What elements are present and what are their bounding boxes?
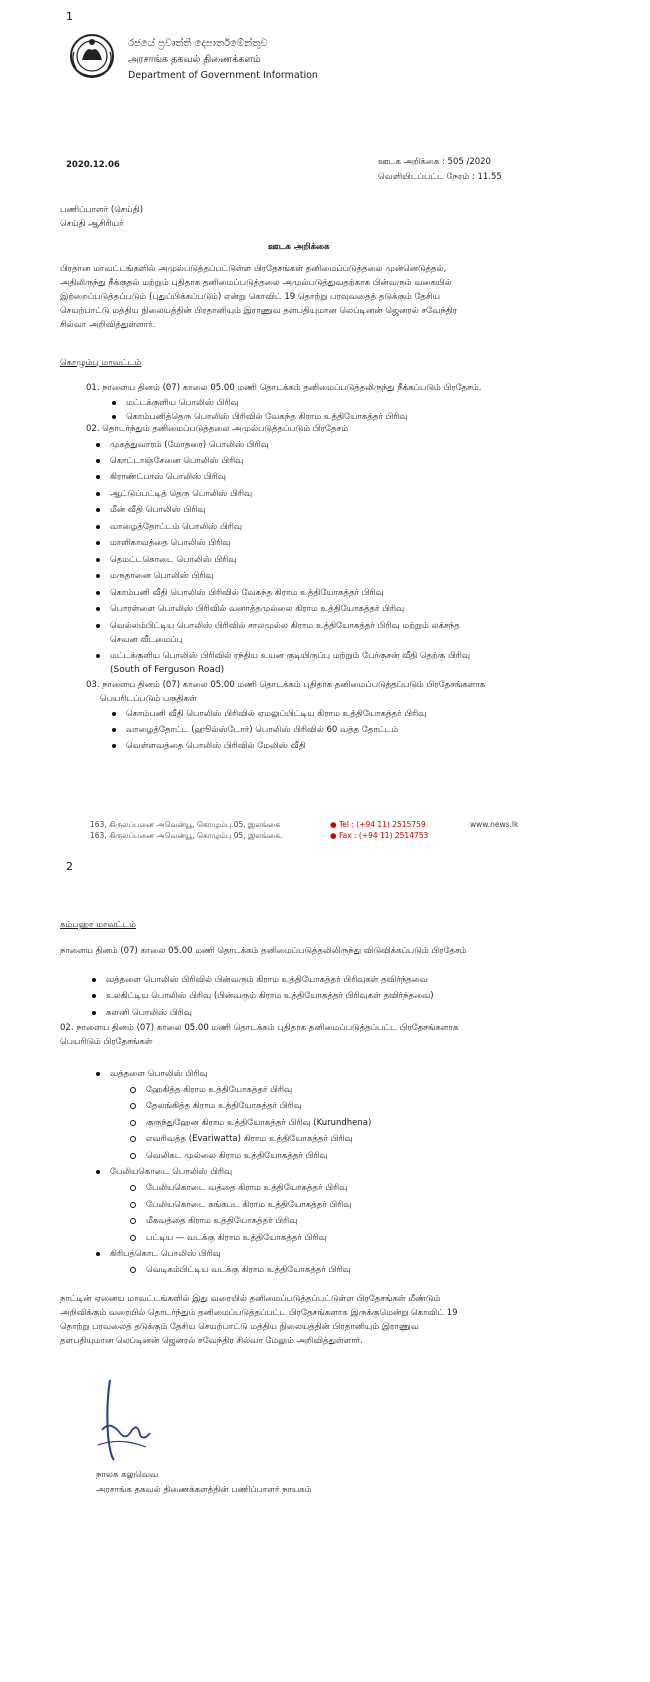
fax-icon: ●	[330, 831, 339, 840]
group-heading: கிரிபத்கொட பொலிஸ் பிரிவு	[96, 1248, 221, 1260]
list-item: மீன் வீதி பொலிஸ் பிரிவு	[96, 504, 206, 516]
bullet-icon	[112, 744, 116, 748]
list-item: வத்தளை பொலிஸ் பிரிவில் பின்வரும் கிராம உத்தியோகத்தர் பிரிவுகள் தவிர்ந்தவை	[92, 974, 428, 986]
bullet-icon	[96, 443, 100, 447]
bullet-icon	[96, 654, 100, 658]
circle-bullet-icon	[130, 1087, 136, 1093]
list-item: கொம்பனி வீதி பொலிஸ் பிரிவில் வேகந்த கிராம உத்தியோகத்தர் பிரிவு	[96, 587, 384, 599]
circle-bullet-icon	[130, 1153, 136, 1159]
list-item: கிராண்ட்பாஸ் பொலிஸ் பிரிவு	[96, 471, 226, 483]
list-item: களனி பொலிஸ் பிரிவு	[92, 1007, 192, 1019]
header-sinhala: රජයේ ප්‍රවෘත්ති දෙපාර්තමේන්තුව	[128, 38, 268, 49]
item-02-heading: 02. நாளைய தினம் (07) காலை 05.00 மணி தொடக்கம் புதிதாக தனிமைப்படுத்தப்பட்ட பிரதேசங்களாக	[60, 1023, 459, 1033]
list-item: மட்டக்குளிய பொலிஸ் பிரிவில் ரந்திய உயன குடியிருப்பு மற்றும் பேர்குசன் வீதி தெற்கு பிரிவு	[96, 650, 470, 662]
bullet-icon	[96, 1170, 100, 1174]
footer-fax: ● Fax : (+94 11) 2514753	[330, 831, 429, 840]
phone-icon: ●	[330, 820, 339, 829]
bullet-icon	[92, 978, 96, 982]
intro-line: பிரதான மாவட்டங்களில் அமுல்படுத்தப்பட்டுள்ள பிரதேசங்கள் தனிமைப்படுத்தலை முன்னெடுத்தல்,	[60, 264, 447, 274]
closing-line: தொற்று பரவலைத் தடுக்கும் தேசிய செயற்பாட்டு மத்திய நிலையத்தின் பிரதானியும் இராணுவ	[60, 1322, 419, 1332]
bullet-icon	[96, 591, 100, 595]
release-time: வெளியிடப்பட்ட நேரம் : 11.55	[378, 172, 502, 182]
signer-title: அரசாங்க தகவல் திணைக்களத்தின் பணிப்பாளர் நாயகம்	[96, 1485, 312, 1495]
sub-list-item: பட்டிய — வடக்கு கிராம உத்தியோகத்தர் பிரிவு	[130, 1232, 327, 1244]
lead-line: நாளைய தினம் (07) காலை 05.00 மணி தொடக்கம் தனிமைப்படுத்தலிலிருந்து விடுவிக்கப்படும் பிரதேசம்	[60, 946, 467, 956]
bullet-icon	[92, 1011, 96, 1015]
circle-bullet-icon	[130, 1103, 136, 1109]
recipient-line-2: செய்தி ஆசிரியர்	[60, 219, 124, 229]
page-number: 2	[66, 860, 73, 873]
bullet-icon	[96, 492, 100, 496]
list-item: வெள்ளவத்தை பொலிஸ் பிரிவில் மேலிஸ் வீதி	[112, 740, 306, 752]
bullet-icon	[112, 712, 116, 716]
bullet-icon	[96, 525, 100, 529]
bullet-icon	[96, 1072, 100, 1076]
bullet-icon	[112, 401, 116, 405]
list-item: பொரள்ளை பொலிஸ் பிரிவில் வனாத்தமுல்லை கிராம உத்தியோகத்தர் பிரிவு	[96, 603, 404, 615]
circle-bullet-icon	[130, 1267, 136, 1273]
bullet-icon	[96, 475, 100, 479]
document-page-2	[0, 850, 650, 1682]
list-item: வெல்லம்பிட்டிய பொலிஸ் பிரிவில் சாலமுல்ல கிராம உத்தியோகத்தர் பிரிவு மற்றும் லக்சந்த	[96, 620, 460, 632]
sub-list-item: எவரிவத்த (Evariwatta) கிராம உத்தியோகத்தர் பிரிவு	[130, 1133, 353, 1145]
sub-list-item: குருந்துஹேன கிராம உத்தியோகத்தர் பிரிவு (Kurundhena)	[130, 1117, 371, 1129]
intro-line: அதிலிருந்து நீக்குதல் மற்றும் புதிதாக தனிமைப்படுத்தலை அமுல்படுத்துவதற்காக பின்வரும் வகையில்	[60, 278, 452, 288]
list-item: தெமட்டகொடை பொலிஸ் பிரிவு	[96, 554, 236, 566]
list-item: ஆட்டுப்பட்டித் தெரு பொலிஸ் பிரிவு	[96, 488, 252, 500]
sub-list-item: மீகவத்தை கிராம உத்தியோகத்தர் பிரிவு	[130, 1215, 297, 1227]
sub-list-item: ஹேகித்த கிராம உத்தியோகத்தர் பிரிவு	[130, 1084, 292, 1096]
bullet-icon	[96, 624, 100, 628]
list-item: வாழைத்தோட்டம் பொலிஸ் பிரிவு	[96, 521, 242, 533]
list-item: வாழைத்தோட்ட (ஹூல்ஸ்டோர்) பொலிஸ் பிரிவில் 60 வத்த தோட்டம்	[112, 724, 398, 736]
list-item: முகத்துவாரம் (மோதரை) பொலிஸ் பிரிவு	[96, 439, 269, 451]
intro-line: செயற்பாட்டு மத்திய நிலையத்தின் பிரதானியும் இராணுவ தளபதியுமான லெப்டினன் ஜெனரல் சவேந்திர	[60, 306, 458, 316]
bullet-icon	[96, 558, 100, 562]
list-item: கொம்பனி வீதி பொலிஸ் பிரிவில் ஏமலுப்பிட்டிய கிராம உத்தியோகத்தர் பிரிவு	[112, 708, 426, 720]
release-number: ஊடக அறிக்கை : 505 /2020	[378, 157, 491, 167]
sub-list-item: தேலங்கித்த கிராம உத்தியோகத்தர் பிரிவு	[130, 1100, 302, 1112]
signer-name: நாலக கலுவெவ	[96, 1470, 159, 1480]
item-02-heading: 02. தொடர்ந்தும் தனிமைப்படுத்தலை அமுல்படுத்தப்படும் பிரதேசம்	[86, 424, 349, 434]
recipient-line-1: பணிப்பாளர் (செய்தி)	[60, 205, 144, 215]
closing-line: தளபதியுமான லெப்டினன் ஜெனரல் சவேந்திர சில்வா மேலும் அறிவித்துள்ளார்.	[60, 1336, 363, 1346]
group-heading: பேலியகொடை பொலிஸ் பிரிவு	[96, 1166, 232, 1178]
document-title: ஊடக அறிக்கை	[268, 242, 330, 252]
sub-list-item: வெடிகம்பிட்டிய வடக்கு கிராம உத்தியோகத்தர் பிரிவு	[130, 1264, 351, 1276]
header-tamil: அரசாங்க தகவல் திணைக்களம்	[128, 54, 261, 65]
header-english: Department of Government Information	[128, 70, 318, 81]
sub-list-item: பேலியகொடை வத்தை கிராம உத்தியோகத்தர் பிரிவு	[130, 1182, 347, 1194]
item-03-heading: 03. நாளைய தினம் (07) காலை 05.00 மணி தொடக்கம் புதிதாக தனிமைப்படுத்தப்படும் பிரதேசங்களாக	[86, 680, 486, 690]
release-date: 2020.12.06	[66, 160, 120, 170]
sri-lanka-emblem-icon	[68, 30, 116, 82]
item-01-heading: 01. நாளைய தினம் (07) காலை 05.00 மணி தொடக்கம் தனிமைப்படுத்தலிருந்து நீக்கப்படும் பிரதேசம்.	[86, 383, 482, 393]
closing-line: நாட்டின் ஏனைய மாவட்டங்களில் இது வரையில் தனிமைப்படுத்தப்பட்டுள்ள பிரதேசங்கள் மீண்டும்	[60, 1294, 441, 1304]
bullet-icon	[96, 607, 100, 611]
list-item-continuation: (South of Ferguson Road)	[110, 665, 225, 675]
closing-line: அறிவிக்கும் வரையில் தொடர்ந்தும் தனிமைப்படுத்தப்பட்ட பிரதேசங்களாக இருக்குமென்று கொவிட் 19	[60, 1308, 458, 1318]
item-02-heading-cont: பெயரிடும் பிரதேசங்கள்	[60, 1037, 153, 1047]
circle-bullet-icon	[130, 1120, 136, 1126]
list-item-continuation: செவன வீடமைப்பு	[110, 635, 183, 645]
page-number: 1	[66, 10, 73, 23]
list-item: உலகிட்டிய பொலிஸ் பிரிவு (பின்வரும் கிராம உத்தியோகத்தர் பிரிவுகள் தவிர்ந்தவை)	[92, 990, 434, 1002]
bullet-icon	[112, 415, 116, 419]
bullet-icon	[96, 574, 100, 578]
footer-telephone: ● Tel : (+94 11) 2515759	[330, 820, 426, 829]
bullet-icon	[96, 1252, 100, 1256]
circle-bullet-icon	[130, 1202, 136, 1208]
footer-address-1: 163, கிருலப்பனை அவென்யூ, கொழும்பு 05, இலங்கை	[90, 820, 281, 829]
bullet-icon	[96, 541, 100, 545]
group-heading: வத்தளை பொலிஸ் பிரிவு	[96, 1068, 208, 1080]
intro-paragraph	[60, 262, 590, 332]
bullet-icon	[112, 728, 116, 732]
circle-bullet-icon	[130, 1235, 136, 1241]
circle-bullet-icon	[130, 1136, 136, 1142]
item-03-heading-cont: பெயரிடப்படும் பகுதிகள்	[100, 694, 197, 704]
bullet-icon	[96, 459, 100, 463]
sub-list-item: பேலியகொடை கங்கபட கிராம உத்தியோகத்தர் பிரிவு	[130, 1199, 351, 1211]
sub-list-item: வெலிகட முல்லை கிராம உத்தியோகத்தர் பிரிவு	[130, 1150, 328, 1162]
circle-bullet-icon	[130, 1185, 136, 1191]
footer-website[interactable]: www.news.lk	[470, 820, 519, 829]
bullet-icon	[96, 508, 100, 512]
intro-line: சில்வா அறிவித்துள்ளார்.	[60, 320, 156, 330]
list-item: மாளிகாவத்தை பொலிஸ் பிரிவு	[96, 537, 230, 549]
section-title-gampaha: கம்பஹா மாவட்டம்	[60, 920, 136, 930]
intro-line: இற்றைப்படுத்தப்படும் (புதுப்பிக்கப்படும்) என்று கொவிட் 19 தொற்று பரவுவதைத் தடுக்கும் தேசிய	[60, 292, 440, 302]
section-title-colombo: கொழும்பு மாவட்டம்	[60, 358, 142, 368]
list-item: கொம்பனித்தெரு பொலிஸ் பிரிவில் வேகந்த கிராம உத்தியோகத்தர் பிரிவு	[112, 411, 408, 423]
closing-paragraph	[60, 1292, 620, 1348]
list-item: மட்டக்குளிய பொலிஸ் பிரிவு	[112, 397, 239, 409]
list-item: கொட்டாஞ்சேனை பொலிஸ் பிரிவு	[96, 455, 243, 467]
handwritten-signature	[80, 1375, 170, 1465]
bullet-icon	[92, 994, 96, 998]
footer-address-2: 163, கிருலப்பனை அவென்யூ, கொழும்பு 05, இலங்கை.	[90, 831, 283, 840]
circle-bullet-icon	[130, 1218, 136, 1224]
list-item: மருதானை பொலிஸ் பிரிவு	[96, 570, 214, 582]
